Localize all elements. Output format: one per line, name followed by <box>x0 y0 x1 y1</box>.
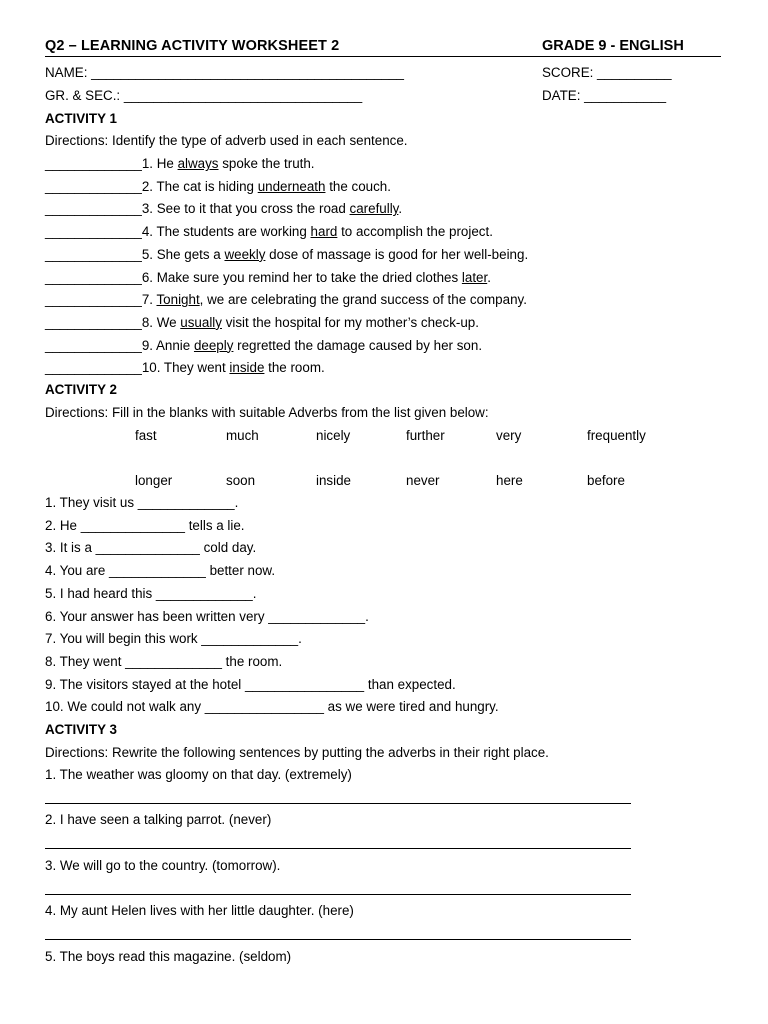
answer-line <box>45 848 631 849</box>
word-bank-item: here <box>496 473 523 488</box>
answer-blank: _____________ <box>45 201 142 217</box>
date-field: DATE: ___________ <box>542 88 667 103</box>
activity1-item <box>45 270 491 286</box>
activity2-directions: Directions: Fill in the blanks with suitable Adverbs from the list given below: <box>45 405 489 420</box>
section-field: GR. & SEC.: ________________________________ <box>45 88 363 103</box>
activity1-item <box>45 292 527 308</box>
answer-blank: _____________ <box>45 224 142 240</box>
underlined-adverb: carefully <box>349 201 399 217</box>
answer-blank: _____________ <box>45 156 142 171</box>
answer-blank: _____________ <box>45 246 142 262</box>
sentence-text: 3. See to it that you cross the road <box>141 201 350 217</box>
activity1-item <box>45 201 402 217</box>
answer-blank: _____________ <box>45 337 142 353</box>
sentence-text: 2. The cat is hiding <box>141 178 258 194</box>
activity1-directions: Directions: Identify the type of adverb used in each sentence. <box>45 133 408 148</box>
sentence-text: dose of massage is good for her well-being. <box>265 246 529 262</box>
word-bank-item: never <box>406 473 440 488</box>
name-field: NAME: __________________________________________ <box>45 65 404 80</box>
underlined-adverb: Tonight <box>156 292 200 308</box>
activity2-heading: ACTIVITY 2 <box>45 382 117 397</box>
activity2-item: 5. I had heard this _____________. <box>45 585 257 601</box>
sentence-text: . <box>398 201 403 217</box>
activity2-item: 2. He ______________ tells a lie. <box>45 517 245 533</box>
title-underline <box>45 56 721 57</box>
sentence-text: 4. The students are working <box>141 224 311 240</box>
sentence-text: 8. We <box>141 314 181 330</box>
activity1-heading: ACTIVITY 1 <box>45 111 117 126</box>
underlined-adverb: always <box>177 156 219 171</box>
word-bank-item: much <box>226 428 259 443</box>
sentence-text: 1. He <box>141 156 178 171</box>
word-bank-item: inside <box>316 473 351 488</box>
activity1-item <box>45 224 493 240</box>
answer-blank: _____________ <box>45 269 142 285</box>
activity2-item: 10. We could not walk any ________________ as we were tired and hungry. <box>45 699 499 715</box>
activity1-item <box>45 338 482 354</box>
answer-blank: _____________ <box>45 178 142 194</box>
answer-line <box>45 803 631 804</box>
answer-line <box>45 939 631 940</box>
word-bank-item: soon <box>226 473 256 488</box>
underlined-adverb: underneath <box>257 178 326 194</box>
sentence-text: . <box>487 269 491 285</box>
underlined-adverb: weekly <box>224 246 266 262</box>
activity1-item <box>45 156 315 172</box>
word-bank-item: frequently <box>587 428 646 443</box>
sentence-text: the couch. <box>325 178 391 194</box>
activity2-item: 6. Your answer has been written very _____________. <box>45 608 369 624</box>
sentence-text: spoke the truth. <box>218 156 315 171</box>
sentence-text: 6. Make sure you remind her to take the dried clothes <box>141 269 462 285</box>
score-field: SCORE: __________ <box>542 65 672 80</box>
sentence-text: regretted the damage caused by her son. <box>233 337 483 353</box>
sentence-text: , we are celebrating the grand success of the company. <box>199 292 527 308</box>
activity1-item <box>45 179 391 195</box>
activity2-item: 1. They visit us _____________. <box>45 495 239 510</box>
activity1-item <box>45 247 528 263</box>
underlined-adverb: usually <box>180 314 222 330</box>
word-bank-item: fast <box>135 428 157 443</box>
word-bank-item: very <box>496 428 522 443</box>
sentence-text: 9. Annie <box>141 337 194 353</box>
sentence-text: 7. <box>141 292 157 308</box>
activity3-item: 2. I have seen a talking parrot. (never) <box>45 812 272 828</box>
sentence-text: 5. She gets a <box>141 246 225 262</box>
activity2-item: 8. They went _____________ the room. <box>45 653 283 669</box>
answer-blank: _____________ <box>45 314 142 330</box>
word-bank-item: longer <box>135 473 173 488</box>
underlined-adverb: hard <box>310 224 338 240</box>
activity1-item <box>45 315 479 331</box>
underlined-adverb: deeply <box>193 337 234 353</box>
activity3-item: 1. The weather was gloomy on that day. (extremely) <box>45 767 352 782</box>
sentence-text: visit the hospital for my mother’s check-up. <box>221 314 479 330</box>
activity3-heading: ACTIVITY 3 <box>45 722 117 737</box>
answer-blank: _____________ <box>45 292 142 308</box>
activity3-item: 5. The boys read this magazine. (seldom) <box>45 948 292 964</box>
underlined-adverb: inside <box>229 360 265 376</box>
worksheet-title: Q2 – LEARNING ACTIVITY WORKSHEET 2 <box>45 38 340 54</box>
activity2-item: 4. You are _____________ better now. <box>45 563 276 579</box>
word-bank-item: further <box>406 428 445 443</box>
activity2-item: 7. You will begin this work _____________. <box>45 631 302 647</box>
grade-label: GRADE 9 - ENGLISH <box>542 38 684 54</box>
sentence-text: 10. They went <box>141 360 230 376</box>
activity2-item: 9. The visitors stayed at the hotel ________________ than expected. <box>45 676 456 692</box>
activity2-item: 3. It is a ______________ cold day. <box>45 540 257 556</box>
underlined-adverb: later <box>461 269 488 285</box>
word-bank-item: nicely <box>316 428 351 443</box>
sentence-text: to accomplish the project. <box>337 224 493 240</box>
answer-line <box>45 894 631 895</box>
activity3-item: 3. We will go to the country. (tomorrow). <box>45 857 281 873</box>
word-bank-item: before <box>587 473 625 488</box>
answer-blank: _____________ <box>45 360 142 376</box>
activity3-item: 4. My aunt Helen lives with her little daughter. (here) <box>45 903 354 919</box>
activity3-directions: Directions: Rewrite the following sentences by putting the adverbs in their right place. <box>45 745 549 760</box>
activity1-item <box>45 360 325 376</box>
worksheet-header <box>45 38 721 58</box>
sentence-text: the room. <box>264 360 325 376</box>
